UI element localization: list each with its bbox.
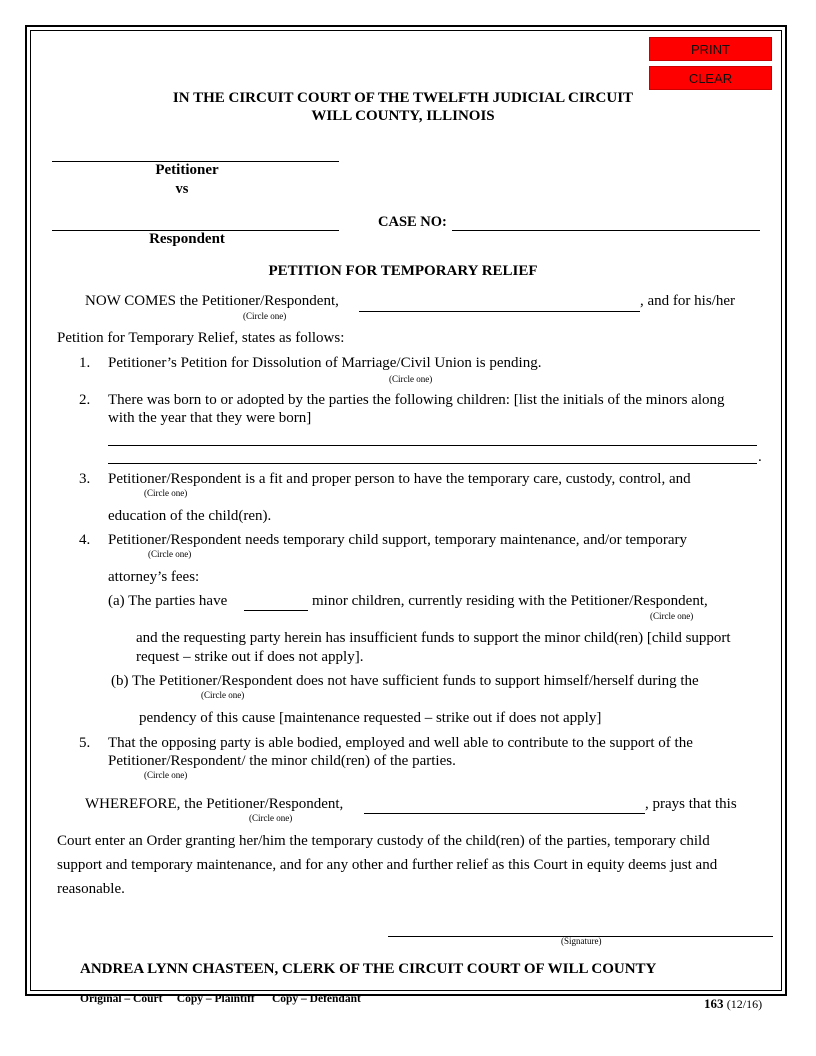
circle-one-note: (Circle one): [148, 549, 192, 559]
circle-one-note: (Circle one): [249, 813, 293, 823]
wherefore-line-4: reasonable.: [57, 881, 125, 897]
item-5-text-cont: Petitioner/Respondent/ the minor child(ren) of the parties.: [108, 753, 456, 769]
now-comes-text: NOW COMES the Petitioner/Respondent,: [85, 293, 339, 309]
item-2-period: .: [758, 449, 762, 465]
children-list-line-1[interactable]: [108, 445, 757, 446]
case-no-field[interactable]: [452, 230, 760, 231]
circle-one-note: (Circle one): [243, 311, 287, 321]
county-heading: WILL COUNTY, ILLINOIS: [311, 108, 495, 124]
item-2-text-cont: with the year that they were born]: [108, 410, 312, 426]
court-heading: IN THE CIRCUIT COURT OF THE TWELFTH JUDICIAL CIRCUIT: [172, 90, 634, 106]
respondent-label: Respondent: [149, 231, 225, 247]
clerk-name: ANDREA LYNN CHASTEEN, CLERK OF THE CIRCUIT COURT OF WILL COUNTY: [80, 961, 657, 977]
item-4-text: Petitioner/Respondent needs temporary child support, temporary maintenance, and/or temporary: [108, 532, 687, 548]
item-number: 5.: [79, 735, 91, 751]
clear-button[interactable]: CLEAR: [649, 66, 772, 90]
item-4b-text: (b) The Petitioner/Respondent does not have sufficient funds to support himself/herself during the: [111, 673, 699, 689]
item-4-text-cont: attorney’s fees:: [108, 569, 200, 585]
item-2-text: There was born to or adopted by the parties the following children: [list the initials of the minors along: [108, 392, 725, 408]
item-3-text-cont: education of the child(ren).: [108, 508, 272, 524]
number-of-children-field[interactable]: [244, 610, 308, 611]
item-number: 2.: [79, 392, 91, 408]
item-4a-text-4: request – strike out if does not apply].: [136, 649, 364, 665]
case-no-label: CASE NO:: [378, 214, 447, 230]
item-4a-text-2: minor children, currently residing with the Petitioner/Respondent,: [312, 593, 708, 609]
item-4a-text: (a) The parties have: [108, 593, 228, 609]
circle-one-note: (Circle one): [650, 611, 694, 621]
item-4b-text-2: pendency of this cause [maintenance requested – strike out if does not apply]: [139, 710, 602, 726]
form-date: (12/16): [726, 997, 763, 1011]
item-number: 4.: [79, 532, 91, 548]
print-button[interactable]: PRINT: [649, 37, 772, 61]
item-number: 3.: [79, 471, 91, 487]
petitioner-respondent-name-field[interactable]: [359, 311, 640, 312]
intro-continuation: Petition for Temporary Relief, states as follows:: [57, 330, 345, 346]
petitioner-label: Petitioner: [155, 162, 219, 178]
item-5-text: That the opposing party is able bodied, employed and well able to contribute to the support of the: [108, 735, 693, 751]
circle-one-note: (Circle one): [201, 690, 245, 700]
item-1-text: Petitioner’s Petition for Dissolution of Marriage/Civil Union is pending.: [108, 355, 542, 371]
vs-label: vs: [175, 181, 189, 197]
signature-label: (Signature): [561, 936, 602, 946]
wherefore-line-2: Court enter an Order granting her/him the temporary custody of the child(ren) of the parties, temporary child: [57, 833, 710, 849]
form-number: [704, 996, 762, 1012]
wherefore-text: WHEREFORE, the Petitioner/Respondent,: [85, 796, 344, 812]
wherefore-line-3: support and temporary maintenance, and for any other and further relief as this Court in equity deems just and: [57, 857, 718, 873]
circle-one-note: (Circle one): [144, 770, 188, 780]
children-list-line-2[interactable]: [108, 463, 757, 464]
petition-title: PETITION FOR TEMPORARY RELIEF: [268, 263, 538, 279]
prays-text: , prays that this: [645, 796, 737, 812]
form-no: 163: [704, 996, 724, 1011]
circle-one-note: (Circle one): [389, 374, 433, 384]
item-4a-text-3: and the requesting party herein has insufficient funds to support the minor child(ren) [child support: [136, 630, 731, 646]
wherefore-name-field[interactable]: [364, 813, 645, 814]
item-number: 1.: [79, 355, 91, 371]
copies-distribution: Original – Court Copy – Plaintiff Copy – Defendant: [80, 993, 361, 1005]
item-3-text: Petitioner/Respondent is a fit and proper person to have the temporary care, custody, control, and: [108, 471, 691, 487]
circle-one-note: (Circle one): [144, 488, 188, 498]
for-his-her-text: , and for his/her: [640, 293, 735, 309]
